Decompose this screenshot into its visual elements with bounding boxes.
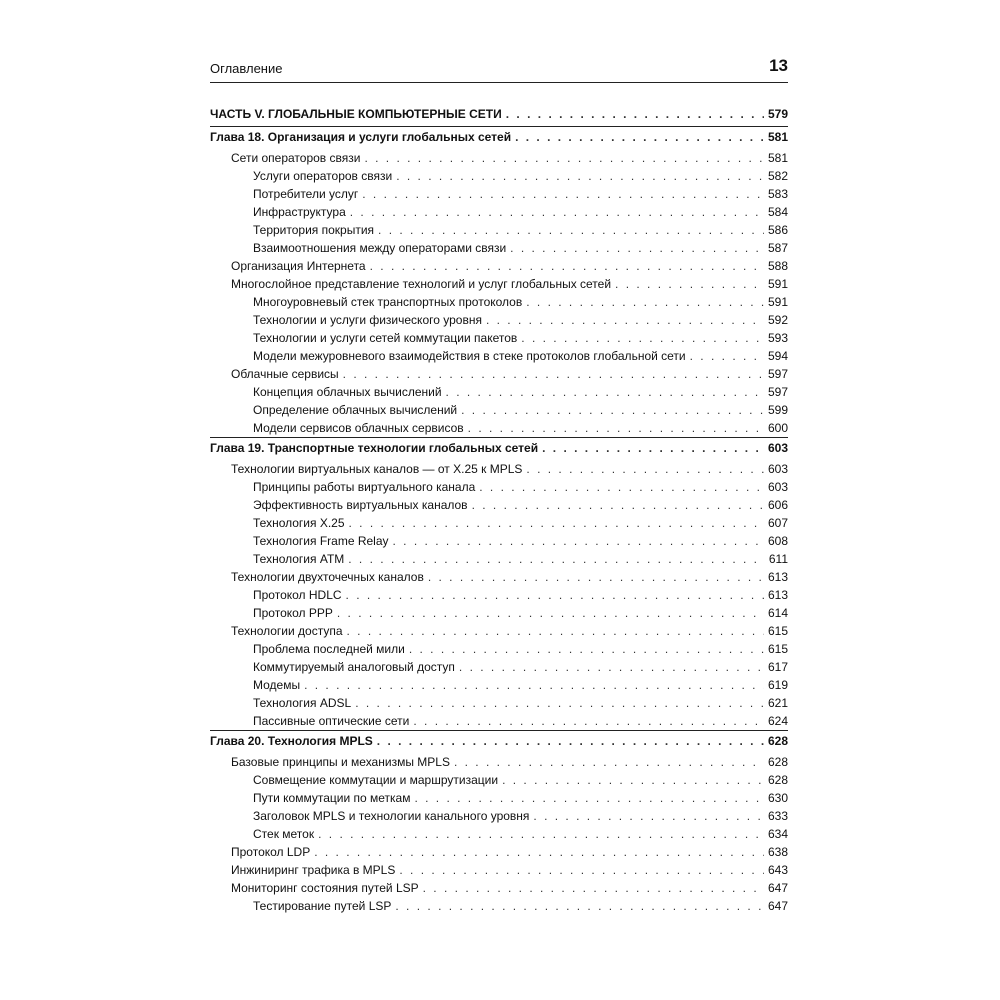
entry-page: 647 (767, 881, 788, 895)
entry-page: 615 (767, 624, 788, 638)
toc-subsection (210, 550, 788, 568)
entry-page: 603 (767, 480, 788, 494)
toc-subsection (210, 311, 788, 329)
entry-title: Модемы (253, 678, 301, 692)
toc-section (210, 365, 788, 383)
toc-subsection (210, 478, 788, 496)
entry-page: 634 (767, 827, 788, 841)
dot-leader (533, 807, 764, 825)
toc-subsection (210, 694, 788, 712)
dot-leader (459, 658, 764, 676)
dot-leader (396, 167, 764, 185)
dot-leader (472, 496, 764, 514)
dot-leader (526, 293, 764, 311)
toc-subsection (210, 532, 788, 550)
entry-page: 607 (767, 516, 788, 530)
dot-leader (690, 347, 764, 365)
dot-leader (515, 128, 764, 146)
entry-page: 600 (767, 421, 788, 435)
toc-subsection (210, 789, 788, 807)
entry-title: Технологии и услуги сетей коммутации пакетов (253, 331, 518, 345)
entry-title: Заголовок MPLS и технологии канального уровня (253, 809, 530, 823)
dot-leader (446, 383, 764, 401)
entry-title: Организация Интернета (231, 259, 366, 273)
entry-page: 647 (767, 899, 788, 913)
entry-title: Пассивные оптические сети (253, 714, 410, 728)
entry-page: 638 (767, 845, 788, 859)
toc-chapter (210, 126, 788, 149)
toc-chapter (210, 730, 788, 753)
entry-page: 582 (767, 169, 788, 183)
entry-page: 643 (767, 863, 788, 877)
entry-title: Облачные сервисы (231, 367, 339, 381)
dot-leader (378, 221, 764, 239)
toc-section (210, 568, 788, 586)
toc-subsection (210, 185, 788, 203)
chapter-title: Глава 18. Организация и услуги глобальных сетей (210, 130, 512, 144)
entry-title: Территория покрытия (253, 223, 375, 237)
entry-page: 591 (767, 295, 788, 309)
entry-page: 621 (767, 696, 788, 710)
page-number: 13 (769, 56, 788, 75)
entry-page: 597 (767, 385, 788, 399)
chapter-title: Глава 19. Транспортные технологии глобальных сетей (210, 441, 539, 455)
toc-subsection (210, 293, 788, 311)
entry-title: Эффективность виртуальных каналов (253, 498, 468, 512)
toc-subsection (210, 239, 788, 257)
dot-leader (349, 514, 764, 532)
entry-page: 591 (767, 277, 788, 291)
entry-title: Технология Frame Relay (253, 534, 389, 548)
entry-title: Технологии и услуги физического уровня (253, 313, 482, 327)
toc-section (210, 622, 788, 640)
entry-title: Протокол PPP (253, 606, 333, 620)
entry-page: 613 (767, 588, 788, 602)
entry-title: Многослойное представление технологий и услуг глобальных сетей (231, 277, 612, 291)
entry-page: 615 (767, 642, 788, 656)
entry-page: 583 (767, 187, 788, 201)
entry-page: 603 (767, 462, 788, 476)
dot-leader (409, 640, 764, 658)
toc-section (210, 843, 788, 861)
dot-leader (343, 365, 764, 383)
entry-page: 592 (767, 313, 788, 327)
chapter-page: 603 (767, 441, 788, 455)
entry-title: Технология X.25 (253, 516, 345, 530)
dot-leader (393, 532, 764, 550)
entry-page: 608 (767, 534, 788, 548)
dot-leader (486, 311, 764, 329)
page-header (210, 56, 788, 83)
entry-page: 619 (767, 678, 788, 692)
entry-page: 593 (767, 331, 788, 345)
dot-leader (337, 604, 764, 622)
dot-leader (428, 568, 764, 586)
entry-title: Многоуровневый стек транспортных протоколов (253, 295, 523, 309)
header-title: Оглавление (210, 61, 283, 76)
entry-title: Технология ATM (253, 552, 345, 566)
entry-page: 614 (767, 606, 788, 620)
chapter-title: Глава 20. Технология MPLS (210, 734, 373, 748)
entry-page: 624 (767, 714, 788, 728)
entry-page: 628 (767, 773, 788, 787)
dot-leader (526, 460, 764, 478)
toc-part-page: 579 (767, 107, 788, 121)
entry-title: Инжиниринг трафика в MPLS (231, 863, 396, 877)
dot-leader (413, 712, 764, 730)
toc-subsection (210, 401, 788, 419)
toc-subsection (210, 604, 788, 622)
chapter-page: 581 (767, 130, 788, 144)
entry-title: Протокол HDLC (253, 588, 342, 602)
toc-subsection (210, 897, 788, 915)
entry-page: 588 (767, 259, 788, 273)
dot-leader (461, 401, 764, 419)
toc-subsection (210, 383, 788, 401)
toc-subsection (210, 712, 788, 730)
toc-subsection (210, 496, 788, 514)
entry-title: Технологии виртуальных каналов — от X.25 к MPLS (231, 462, 523, 476)
toc-section (210, 879, 788, 897)
entry-title: Базовые принципы и механизмы MPLS (231, 755, 450, 769)
dot-leader (304, 676, 764, 694)
dot-leader (362, 185, 764, 203)
toc-section (210, 753, 788, 771)
chapter-page: 628 (767, 734, 788, 748)
toc-subsection (210, 167, 788, 185)
entry-page: 599 (767, 403, 788, 417)
toc-subsection (210, 771, 788, 789)
entry-page: 628 (767, 755, 788, 769)
entry-page: 587 (767, 241, 788, 255)
entry-page: 617 (767, 660, 788, 674)
toc-subsection (210, 640, 788, 658)
dot-leader (355, 694, 764, 712)
entry-title: Концепция облачных вычислений (253, 385, 442, 399)
dot-leader (479, 478, 764, 496)
entry-page: 594 (767, 349, 788, 363)
entry-title: Модели межуровневого взаимодействия в стеке протоколов глобальной сети (253, 349, 686, 363)
dot-leader (521, 329, 764, 347)
entry-page: 597 (767, 367, 788, 381)
entry-title: Принципы работы виртуального канала (253, 480, 476, 494)
entry-title: Определение облачных вычислений (253, 403, 458, 417)
dot-leader (346, 586, 764, 604)
dot-leader (615, 275, 764, 293)
toc-part-title: ЧАСТЬ V. ГЛОБАЛЬНЫЕ КОМПЬЮТЕРНЫЕ СЕТИ (210, 107, 502, 121)
entry-title: Стек меток (253, 827, 315, 841)
dot-leader (399, 861, 764, 879)
entry-title: Технологии доступа (231, 624, 343, 638)
dot-leader (377, 732, 764, 750)
table-of-contents (210, 104, 788, 915)
toc-subsection (210, 586, 788, 604)
entry-title: Сети операторов связи (231, 151, 361, 165)
dot-leader (314, 843, 764, 861)
toc-section (210, 257, 788, 275)
toc-section (210, 861, 788, 879)
dot-leader (506, 105, 764, 123)
toc-subsection (210, 419, 788, 437)
entry-title: Совмещение коммутации и маршрутизации (253, 773, 499, 787)
dot-leader (318, 825, 764, 843)
toc-chapter (210, 437, 788, 460)
entry-title: Пути коммутации по меткам (253, 791, 411, 805)
entry-page: 606 (767, 498, 788, 512)
entry-page: 586 (767, 223, 788, 237)
entry-title: Проблема последней мили (253, 642, 405, 656)
toc-subsection (210, 825, 788, 843)
toc-subsection (210, 807, 788, 825)
entry-title: Модели сервисов облачных сервисов (253, 421, 464, 435)
dot-leader (468, 419, 764, 437)
toc-part (210, 104, 788, 126)
entry-page: 611 (768, 552, 788, 566)
toc-section (210, 149, 788, 167)
toc-subsection (210, 329, 788, 347)
toc-section (210, 275, 788, 293)
entry-title: Технология ADSL (253, 696, 352, 710)
entry-title: Тестирование путей LSP (253, 899, 392, 913)
entry-title: Технологии двухточечных каналов (231, 570, 424, 584)
entry-page: 584 (767, 205, 788, 219)
entry-title: Протокол LDP (231, 845, 311, 859)
toc-subsection (210, 676, 788, 694)
dot-leader (370, 257, 764, 275)
dot-leader (502, 771, 764, 789)
entry-title: Услуги операторов связи (253, 169, 393, 183)
toc-subsection (210, 658, 788, 676)
dot-leader (542, 439, 764, 457)
toc-subsection (210, 347, 788, 365)
entry-page: 613 (767, 570, 788, 584)
entry-page: 633 (767, 809, 788, 823)
dot-leader (347, 622, 764, 640)
entry-page: 581 (767, 151, 788, 165)
dot-leader (414, 789, 764, 807)
toc-section (210, 460, 788, 478)
toc-subsection (210, 221, 788, 239)
dot-leader (348, 550, 765, 568)
entry-title: Мониторинг состояния путей LSP (231, 881, 419, 895)
dot-leader (364, 149, 764, 167)
dot-leader (454, 753, 764, 771)
entry-title: Потребители услуг (253, 187, 359, 201)
toc-subsection (210, 203, 788, 221)
dot-leader (395, 897, 764, 915)
dot-leader (350, 203, 764, 221)
entry-title: Взаимоотношения между операторами связи (253, 241, 507, 255)
entry-page: 630 (767, 791, 788, 805)
entry-title: Коммутируемый аналоговый доступ (253, 660, 455, 674)
dot-leader (423, 879, 764, 897)
toc-subsection (210, 514, 788, 532)
dot-leader (510, 239, 764, 257)
entry-title: Инфраструктура (253, 205, 346, 219)
